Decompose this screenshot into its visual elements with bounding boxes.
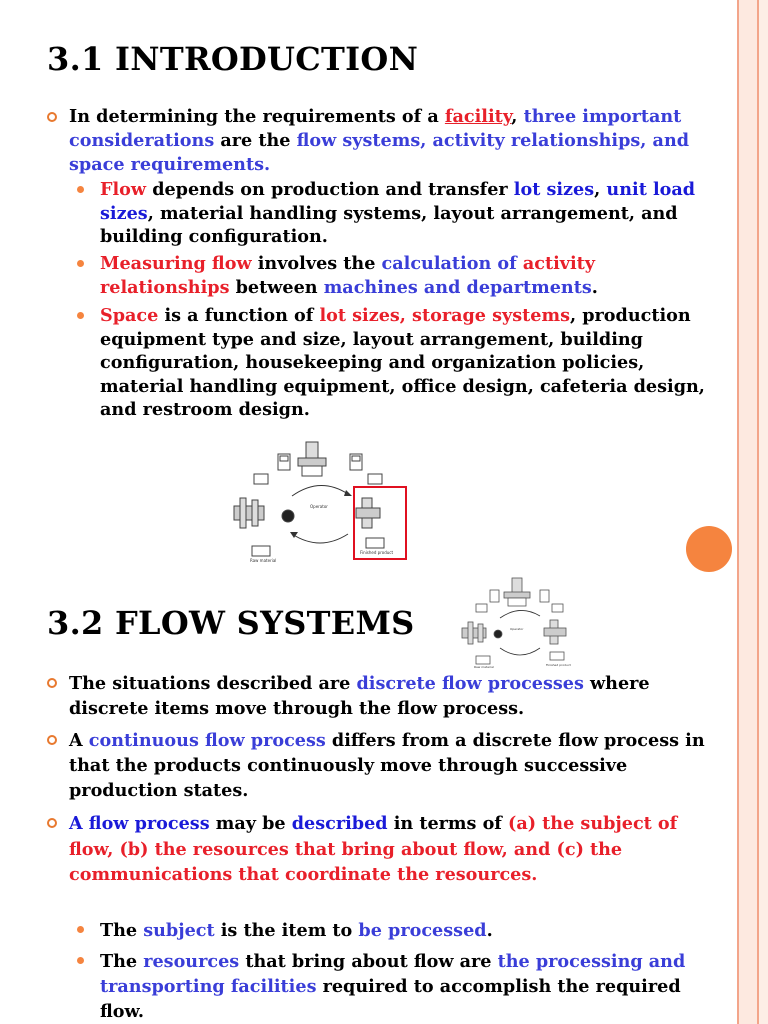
text: depends on production and transfer	[146, 179, 514, 200]
diagram-label-raw-material: Raw material	[250, 558, 277, 563]
text: required to accomplish the required flow.	[100, 976, 681, 1022]
diagram-label-finished-product: Finished product	[360, 550, 394, 555]
text: in terms of	[387, 813, 508, 834]
flow-process-diagram-small	[460, 576, 580, 670]
keyword-activity-relationships: activity relationships	[100, 253, 596, 298]
keyword-resources: resources	[143, 951, 240, 972]
bullet-ring-icon	[47, 735, 57, 745]
subbullet-flow	[77, 178, 717, 250]
section-title-flow-systems: 3.2 FLOW SYSTEMS	[47, 604, 415, 642]
keyword-machines: machines and departments	[323, 276, 592, 298]
decorative-circle	[686, 526, 732, 572]
bullet-continuous-flow	[47, 728, 719, 806]
diagram-label-operator: Operator	[510, 627, 524, 631]
keyword-facilities: the processing and transporting facilities	[100, 951, 686, 997]
keyword-described: described	[291, 813, 388, 834]
keyword-discrete-flow: discrete flow processes	[356, 673, 584, 694]
text: .	[591, 276, 598, 298]
section-title-introduction: 3.1 INTRODUCTION	[47, 40, 419, 78]
bullet-flow-process	[47, 811, 719, 915]
diagram-label-raw-material: Raw material	[474, 665, 494, 669]
bullet-dot-icon	[77, 926, 84, 933]
text: ,	[511, 106, 524, 127]
bullet-dot-icon	[77, 186, 84, 193]
text: between	[229, 276, 324, 298]
keyword-flow: Flow	[100, 179, 147, 200]
text: are the	[214, 130, 297, 151]
keyword-be-processed: be processed	[358, 920, 487, 941]
keyword-facility: facility	[444, 106, 512, 127]
diagram-label-finished-product: Finished product	[546, 663, 571, 667]
bullet-ring-icon	[47, 678, 57, 688]
keyword-measuring-flow: Measuring flow	[100, 253, 252, 274]
text: In determining the requirements of a	[69, 106, 445, 127]
bullet-ring-icon	[47, 112, 57, 122]
bullet-dot-icon	[77, 312, 84, 319]
keyword-subject: subject	[143, 920, 215, 941]
border-stripe	[739, 0, 757, 1024]
text: is a function of	[158, 305, 320, 326]
bullet-dot-icon	[77, 957, 84, 964]
keyword-continuous-flow: continuous flow process	[88, 730, 326, 751]
subbullet-subject	[77, 918, 717, 944]
keyword-lot-sizes: lot sizes	[513, 179, 595, 200]
text: A	[69, 730, 89, 751]
bullet-requirements	[47, 105, 719, 177]
keyword-considerations: three important considerations	[69, 106, 682, 151]
keyword-subject-resources: (a) the subject of flow, (b) the resources that bring about flow, and (c) the communications that coordinate the resources.	[69, 813, 678, 885]
text: where discrete items move through the flow process.	[69, 673, 650, 719]
text: .	[486, 920, 493, 941]
bullet-dot-icon	[77, 260, 84, 267]
keyword-flow-process: A flow process	[69, 813, 210, 834]
text: is the item to	[214, 920, 359, 941]
highlight-box	[353, 486, 407, 560]
keyword-flow-systems: flow systems, activity relationships, and space requirements.	[69, 130, 690, 175]
text: ,	[594, 179, 607, 200]
text: involves the	[251, 253, 382, 274]
text: , material handling systems, layout arrangement, and building configuration.	[100, 202, 678, 247]
diagram-label-operator: Operator	[310, 504, 328, 509]
text: The	[100, 920, 144, 941]
border-stripe	[759, 0, 768, 1024]
text: The situations described are	[69, 673, 357, 694]
keyword-calculation: calculation of	[381, 253, 523, 274]
keyword-space: Space	[100, 305, 159, 326]
bullet-ring-icon	[47, 818, 57, 828]
text: , production equipment type and size, layout arrangement, building configuration, housekeeping and organization policies, material handling equipment, office design, cafeteria design, and restroom design.	[100, 305, 705, 420]
keyword-unit-load: unit load sizes	[100, 179, 696, 224]
subbullet-space	[77, 304, 717, 422]
text: differs from a discrete flow process in that the products continuously move through successive production states.	[69, 730, 705, 801]
bullet-discrete-flow	[47, 671, 719, 723]
subbullet-resources	[77, 949, 717, 1024]
text: that bring about flow are	[239, 951, 498, 972]
keyword-storage: lot sizes, storage systems	[319, 305, 570, 326]
text: The	[100, 951, 144, 972]
subbullet-measuring-flow	[77, 252, 717, 300]
text: may be	[209, 813, 292, 834]
